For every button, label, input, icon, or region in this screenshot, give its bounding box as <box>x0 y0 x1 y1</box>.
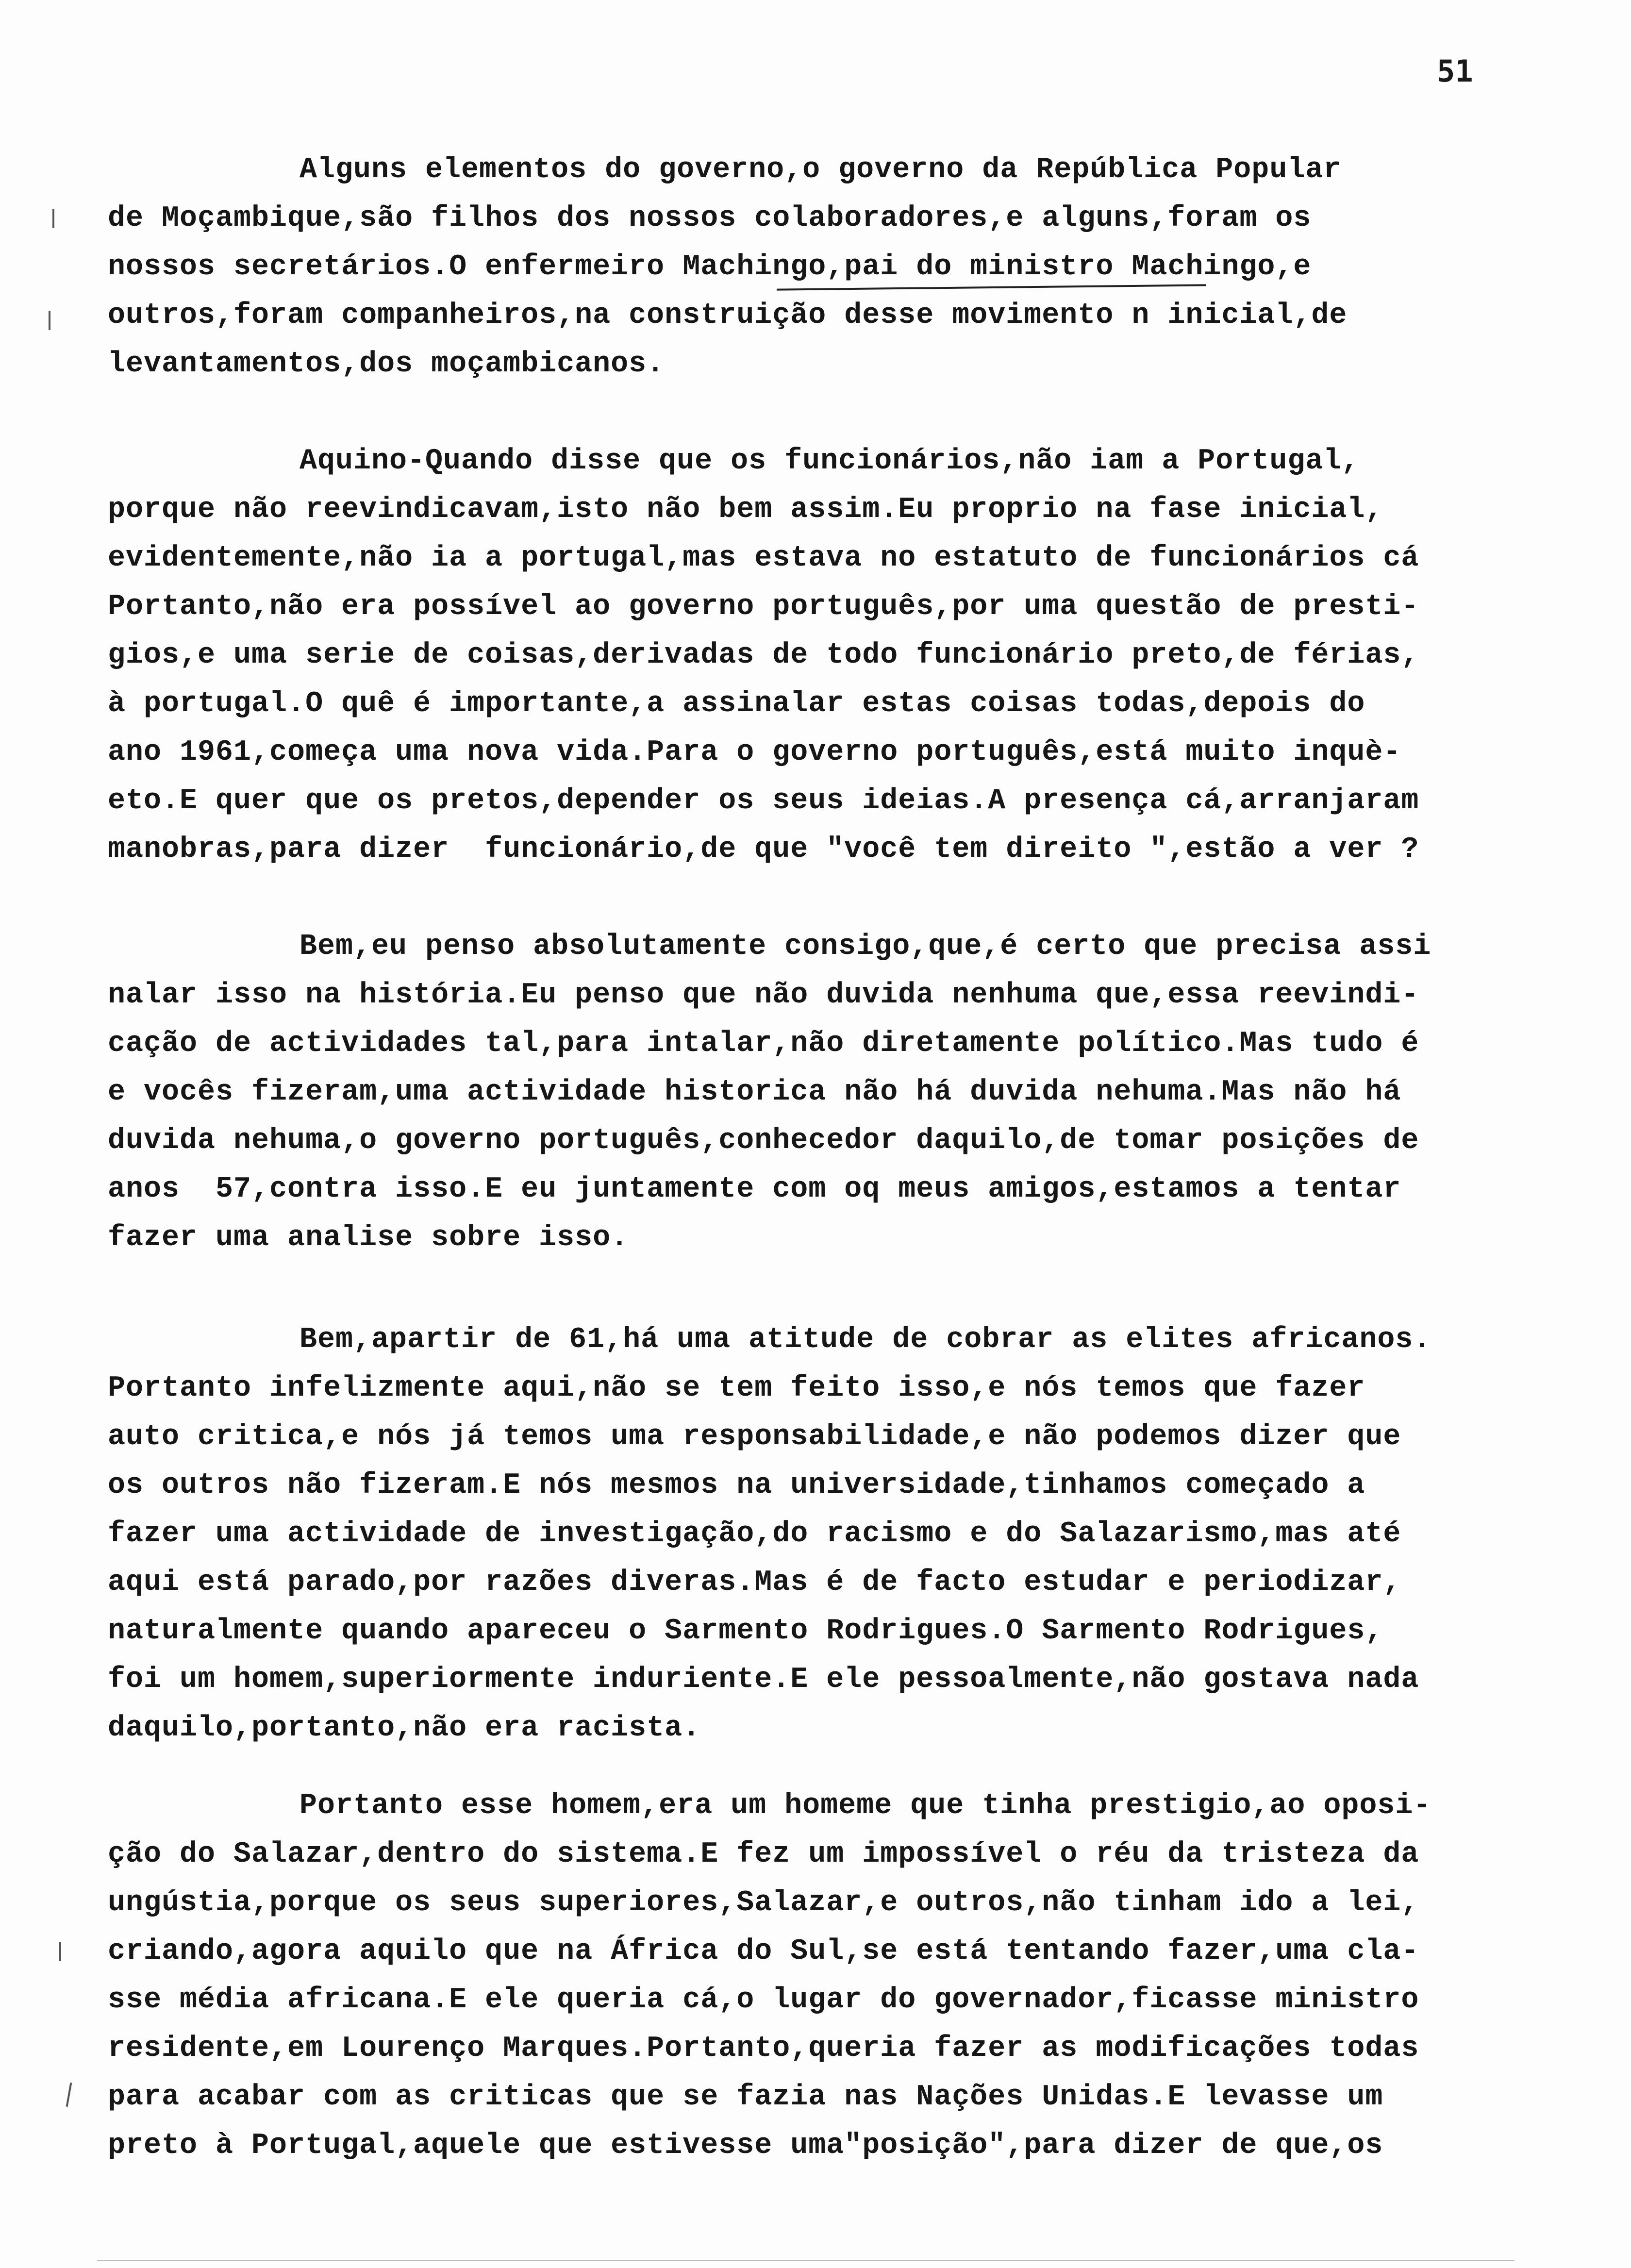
margin-mark <box>66 2083 72 2107</box>
text-line: porque não reevindicavam,isto não bem assim.Eu proprio na fase inicial, <box>108 493 1383 526</box>
text-line: residente,em Lourenço Marques.Portanto,queria fazer as modificações todas <box>108 2032 1419 2065</box>
text-line: daquilo,portanto,não era racista. <box>108 1712 701 1745</box>
text-line: outros,foram companheiros,na construição desse movimento n inicial,de <box>108 299 1348 332</box>
bottom-edge-line <box>97 2260 1514 2261</box>
text-line: manobras,para dizer funcionário,de que "você tem direito ",estão a ver ? <box>108 833 1419 866</box>
text-line: foi um homem,superiormente induriente.E ele pessoalmente,não gostava nada <box>108 1663 1419 1696</box>
text-line: Portanto esse homem,era um homeme que tinha prestigio,ao oposi- <box>300 1789 1431 1822</box>
text-line: ano 1961,começa uma nova vida.Para o governo português,está muito inquè- <box>108 736 1401 769</box>
text-line: Aquino-Quando disse que os funcionários,não iam a Portugal, <box>300 445 1360 478</box>
text-line: Portanto infelizmente aqui,não se tem feito isso,e nós temos que fazer <box>108 1372 1365 1405</box>
paragraph-5 <box>108 1782 1554 2170</box>
text-line: eto.E quer que os pretos,depender os seus ideias.A presença cá,arranjaram <box>108 784 1419 817</box>
text-line: Alguns elementos do governo,o governo da República Popular <box>300 153 1342 186</box>
text-line: criando,agora aquilo que na África do Sul,se está tentando fazer,uma cla- <box>108 1935 1419 1968</box>
text-line: sse média africana.E ele queria cá,o lugar do governador,ficasse ministro <box>108 1984 1419 2017</box>
text-line: levantamentos,dos moçambicanos. <box>108 348 665 381</box>
text-line: gios,e uma serie de coisas,derivadas de todo funcionário preto,de férias, <box>108 639 1419 672</box>
text-line: à portugal.O quê é importante,a assinalar estas coisas todas,depois do <box>108 687 1365 720</box>
text-line: naturalmente quando apareceu o Sarmento Rodrigues.O Sarmento Rodrigues, <box>108 1615 1383 1648</box>
margin-mark <box>59 1942 61 1961</box>
text-line: os outros não fizeram.E nós mesmos na universidade,tinhamos começado a <box>108 1469 1365 1502</box>
text-line: aqui está parado,por razões diveras.Mas é de facto estudar e periodizar, <box>108 1566 1401 1599</box>
text-line: evidentemente,não ia a portugal,mas estava no estatuto de funcionários cá <box>108 542 1419 575</box>
text-line: preto à Portugal,aquele que estivesse uma"posição",para dizer de que,os <box>108 2129 1383 2162</box>
text-line: nalar isso na história.Eu penso que não duvida nenhuma que,essa reevindi- <box>108 979 1419 1012</box>
text-line: fazer uma actividade de investigação,do racismo e do Salazarismo,mas até <box>108 1518 1401 1551</box>
text-line: Bem,apartir de 61,há uma atitude de cobrar as elites africanos. <box>300 1323 1431 1356</box>
text-line: auto critica,e nós já temos uma responsabilidade,e não podemos dizer que <box>108 1420 1401 1453</box>
text-line: nossos secretários.O enfermeiro Machingo,pai do ministro Machingo,e <box>108 250 1312 284</box>
page-number: 51 <box>1437 53 1473 89</box>
text-line: fazer uma analise sobre isso. <box>108 1221 629 1254</box>
text-line: de Moçambique,são filhos dos nossos colaboradores,e alguns,foram os <box>108 202 1312 235</box>
text-line: para acabar com as criticas que se fazia nas Nações Unidas.E levasse um <box>108 2081 1383 2114</box>
text-line: cação de actividades tal,para intalar,não diretamente político.Mas tudo é <box>108 1027 1419 1060</box>
text-line: ção do Salazar,dentro do sistema.E fez um impossível o réu da tristeza da <box>108 1838 1419 1871</box>
text-line: ungústia,porque os seus superiores,Salazar,e outros,não tinham ido a lei, <box>108 1886 1419 1919</box>
margin-mark <box>49 311 50 330</box>
paragraph-2 <box>108 437 1554 874</box>
text-line: anos 57,contra isso.E eu juntamente com oq meus amigos,estamos a tentar <box>108 1173 1401 1206</box>
text-line: Portanto,não era possível ao governo português,por uma questão de presti- <box>108 590 1419 623</box>
paragraph-3 <box>108 922 1554 1262</box>
margin-mark <box>52 209 54 228</box>
paragraph-1 <box>108 146 1554 388</box>
text-line: Bem,eu penso absolutamente consigo,que,é certo que precisa assi <box>300 930 1431 963</box>
paragraph-4 <box>108 1316 1554 1752</box>
text-line: duvida nehuma,o governo português,conhecedor daquilo,de tomar posições de <box>108 1124 1419 1157</box>
text-line: e vocês fizeram,uma actividade historica não há duvida nehuma.Mas não há <box>108 1076 1401 1109</box>
